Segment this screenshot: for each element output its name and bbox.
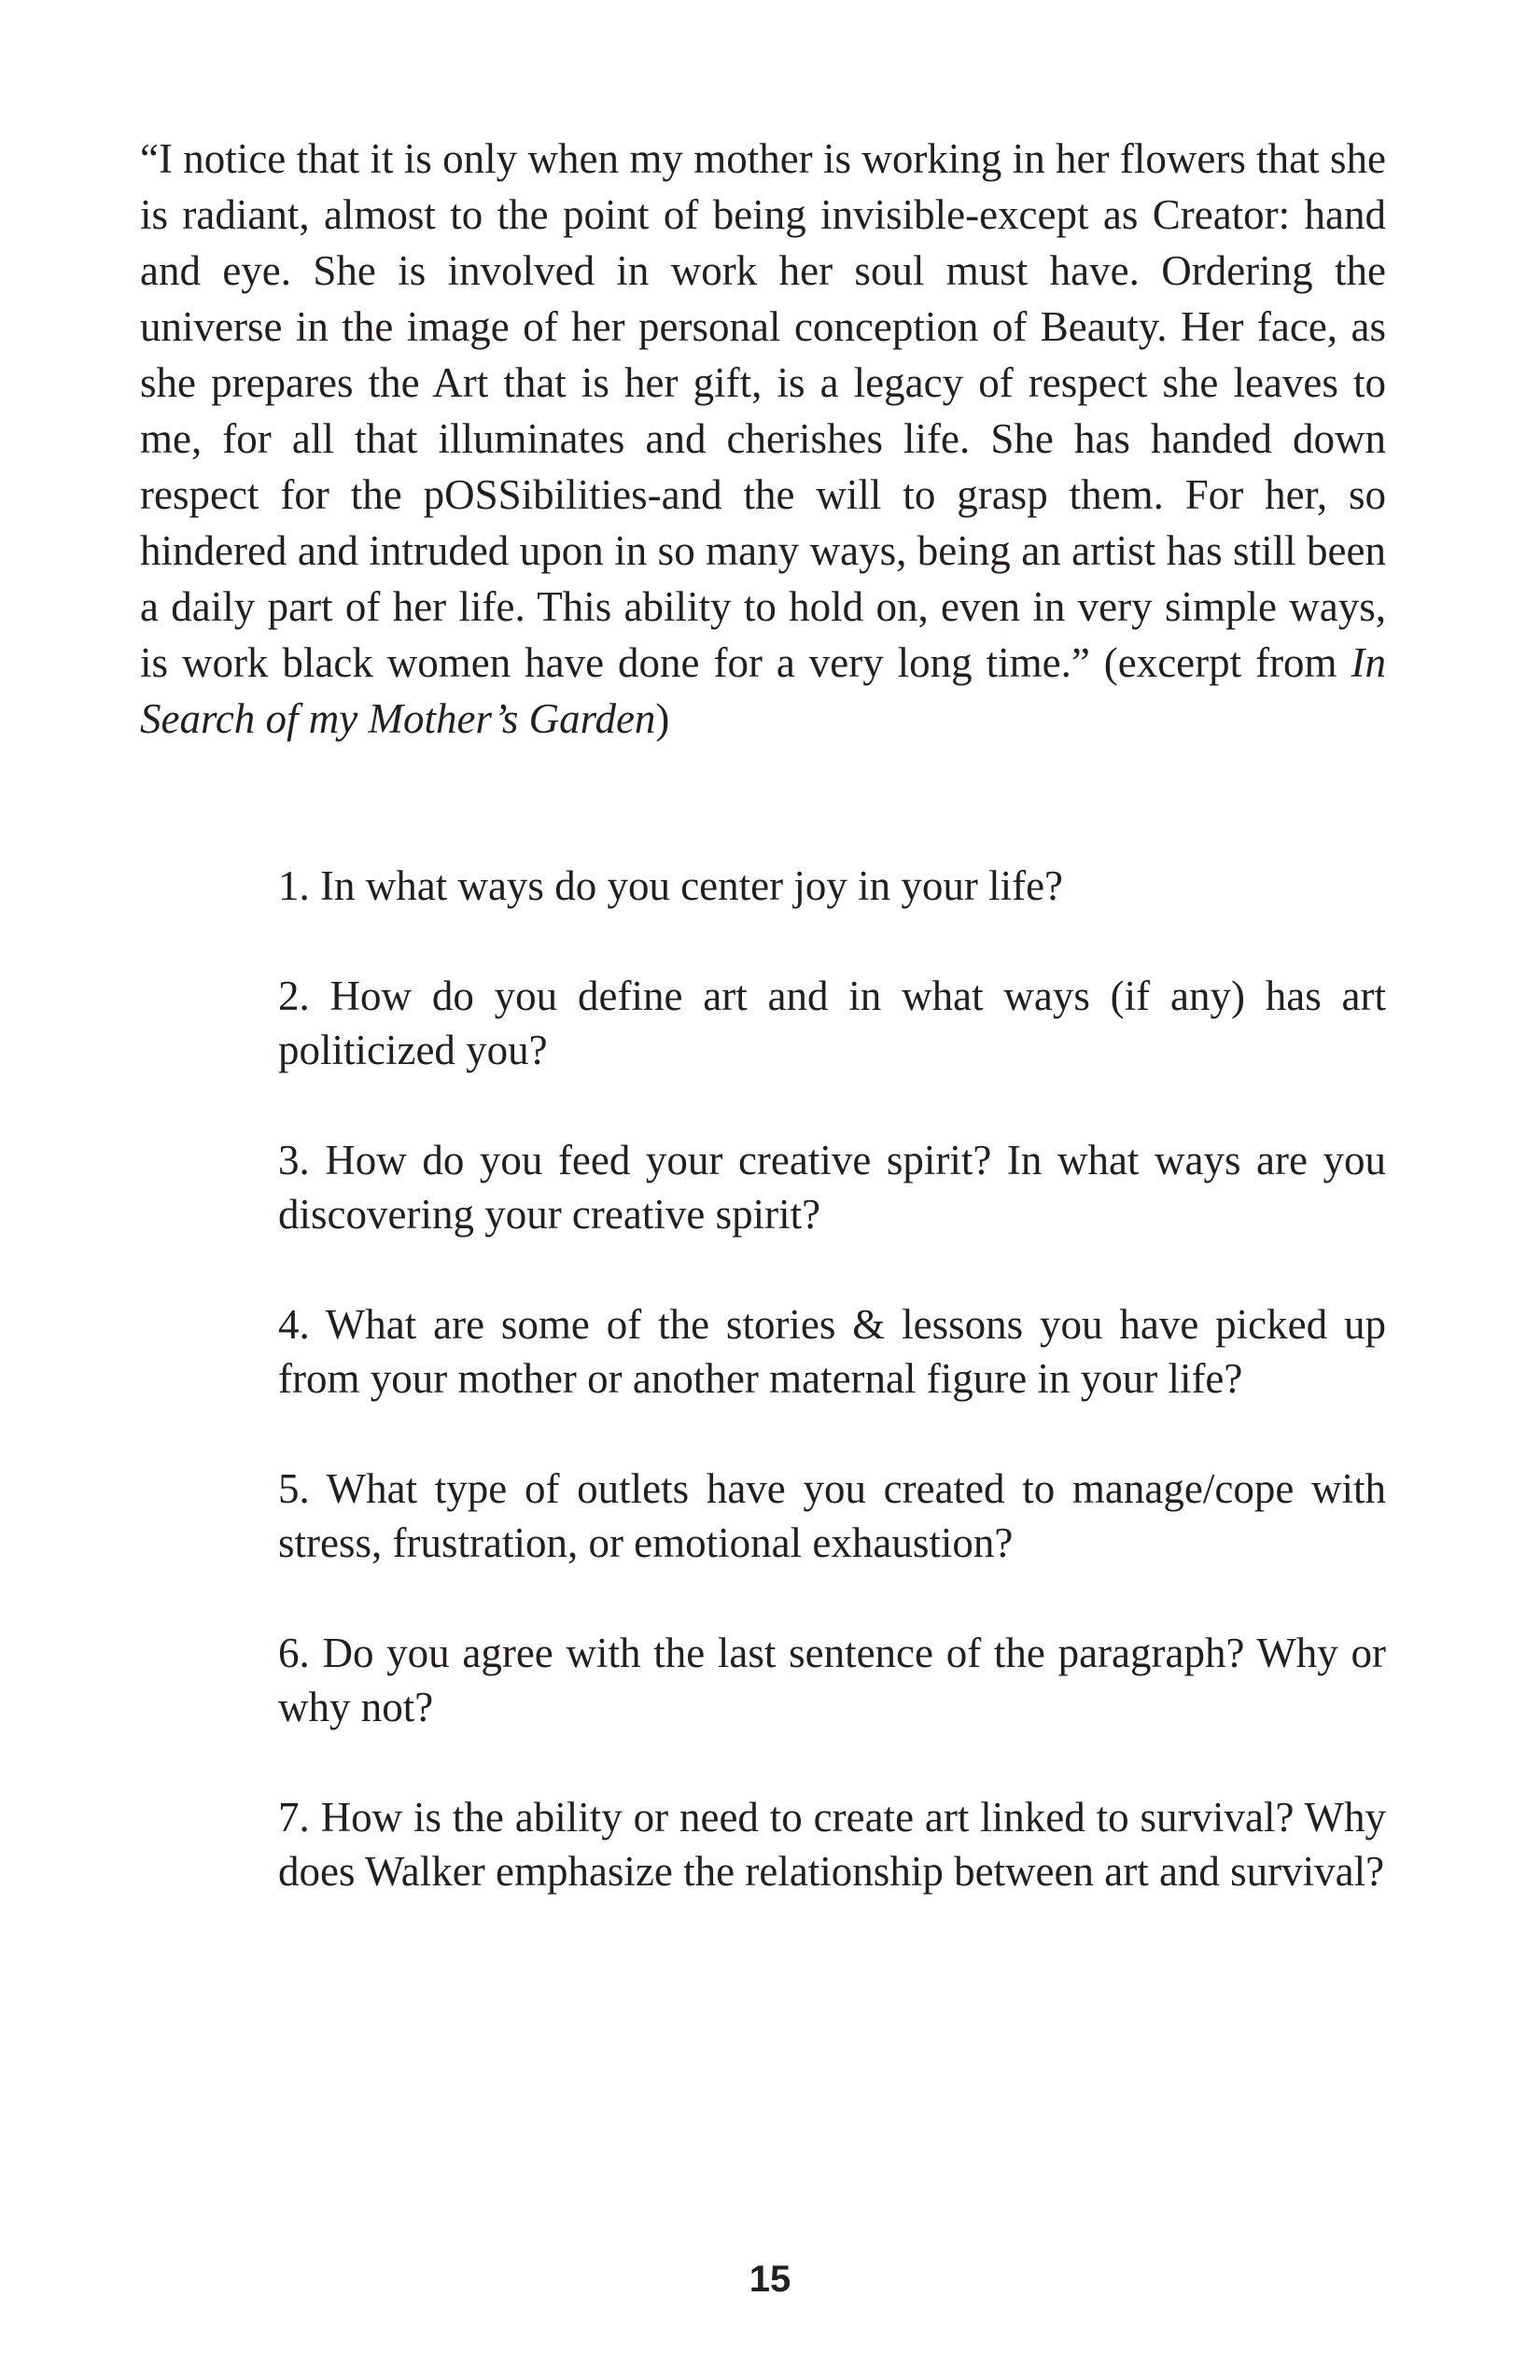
question-item: 3. How do you feed your creative spirit? In what ways are you discovering your creative spirit? xyxy=(278,1137,1386,1238)
question-item: 4. What are some of the stories & lessons you have picked up from your mother or another maternal figure in your life? xyxy=(278,1301,1386,1402)
quote-paragraph xyxy=(140,131,1386,747)
question-list xyxy=(278,859,1386,1954)
quote-source-prefix: (excerpt from xyxy=(1089,639,1351,686)
quote-source-title: In Search of my Mother’s Garden xyxy=(140,639,1386,742)
question-item: 1. In what ways do you center joy in your life? xyxy=(278,862,1064,909)
question-item: 5. What type of outlets have you created to manage/cope with stress, frustration, or emotional exhaustion? xyxy=(278,1465,1386,1566)
question-item: 7. How is the ability or need to create art linked to survival? Why does Walker emphasize the relationship between art and survival? xyxy=(278,1794,1386,1895)
quote-body: “I notice that it is only when my mother is working in her flowers that she is radiant, almost to the point of being invisible-except as Creator: hand and eye. She is involved in work her soul must have. Ordering the universe in the image of her personal conception of Beauty. Her face, as she prepares the Art that is her gift, is a legacy of respect she leaves to me, for all that illuminates and cherishes life. She has handed down respect for the pOSSibilities-and the will to grasp them. For her, so hindered and intruded upon in so many ways, being an artist has still been a daily part of her life. This ability to hold on, even in very simple ways, is work black women have done for a very long time.” xyxy=(140,135,1386,686)
page-number: 15 xyxy=(749,2259,791,2300)
quote-source-suffix: ) xyxy=(655,695,670,742)
question-item: 2. How do you define art and in what ways (if any) has art politicized you? xyxy=(278,973,1386,1073)
question-item: 6. Do you agree with the last sentence of the paragraph? Why or why not? xyxy=(278,1630,1386,1730)
